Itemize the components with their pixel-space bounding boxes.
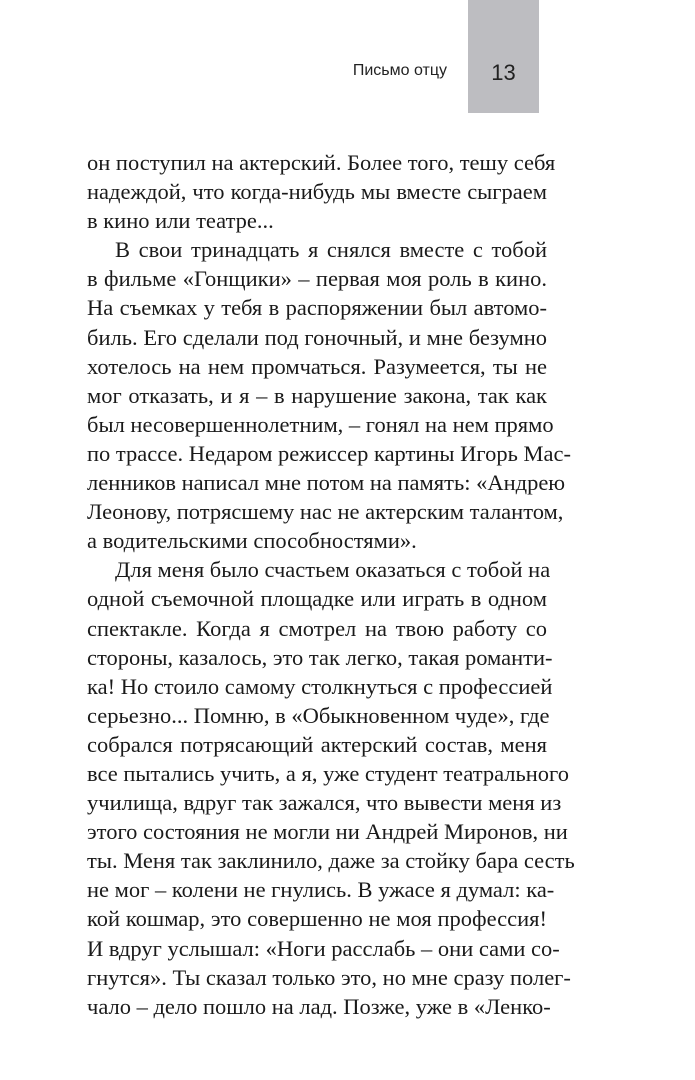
text-line: спектакле. Когда я смотрел на твою работу со — [87, 615, 547, 641]
text-line: Леонову, потрясшему нас не актерским талантом, — [87, 499, 564, 525]
text-line: училища, вдруг так зажался, что вывести меня из — [87, 790, 562, 816]
text-line: ленников написал мне потом на память: «Андрею — [87, 470, 566, 496]
page-number: 13 — [491, 60, 516, 85]
page-number-tab — [468, 0, 539, 113]
text-line: по трассе. Недаром режиссер картины Игорь Мас- — [87, 440, 571, 466]
text-line: в кино или театре... — [87, 208, 274, 234]
text-line: И вдруг услышал: «Ноги расслабь – они сами со- — [87, 935, 560, 961]
text-line: Для меня было счастьем оказаться с тобой на — [115, 557, 551, 583]
text-line: не мог – колени не гнулись. В ужасе я думал: ка- — [87, 877, 555, 903]
text-line: хотелось на нем промчаться. Разумеется, ты не — [87, 353, 547, 379]
text-line: он поступил на актерский. Более того, тешу себя — [87, 150, 556, 175]
text-line: мог отказать, и я – в нарушение закона, так как — [87, 382, 547, 408]
text-line: в фильме «Гонщики» – первая моя роль в кино. — [87, 266, 547, 292]
text-line: В свои тринадцать я снялся вместе с тобой — [115, 237, 547, 263]
running-title: Письмо отцу — [352, 62, 447, 79]
body-text — [87, 148, 575, 1021]
text-line: гнутся». Ты сказал только это, но мне сразу полег- — [87, 964, 571, 990]
text-line: ка! Но стоило самому столкнуться с профессией — [87, 673, 553, 699]
text-line: надеждой, что когда-нибудь мы вместе сыграем — [87, 179, 547, 205]
text-line: На съемках у тебя в распоряжении был автомо- — [87, 295, 547, 321]
text-line: биль. Его сделали под гоночный, и мне безумно — [87, 324, 547, 350]
text-line: одной съемочной площадке или играть в одном — [87, 586, 547, 612]
text-line: собрался потрясающий актерский состав, меня — [87, 731, 547, 757]
text-line: а водительскими способностями». — [87, 528, 417, 554]
text-line: чало – дело пошло на лад. Позже, уже в «Ленко- — [87, 993, 551, 1019]
text-line: все пытались учить, а я, уже студент театрального — [87, 760, 569, 786]
text-line: кой кошмар, это совершенно не моя профессия! — [87, 906, 547, 932]
text-line: серьезно... Помню, в «Обыкновенном чуде», где — [87, 702, 550, 728]
text-line: этого состояния не могли ни Андрей Миронов, ни — [87, 819, 568, 845]
text-line: ты. Меня так заклинило, даже за стойку бара сесть — [87, 848, 575, 874]
text-line: был несовершеннолетним, – гонял на нем прямо — [87, 411, 554, 437]
text-line: стороны, казалось, это так легко, такая романти- — [87, 644, 553, 670]
